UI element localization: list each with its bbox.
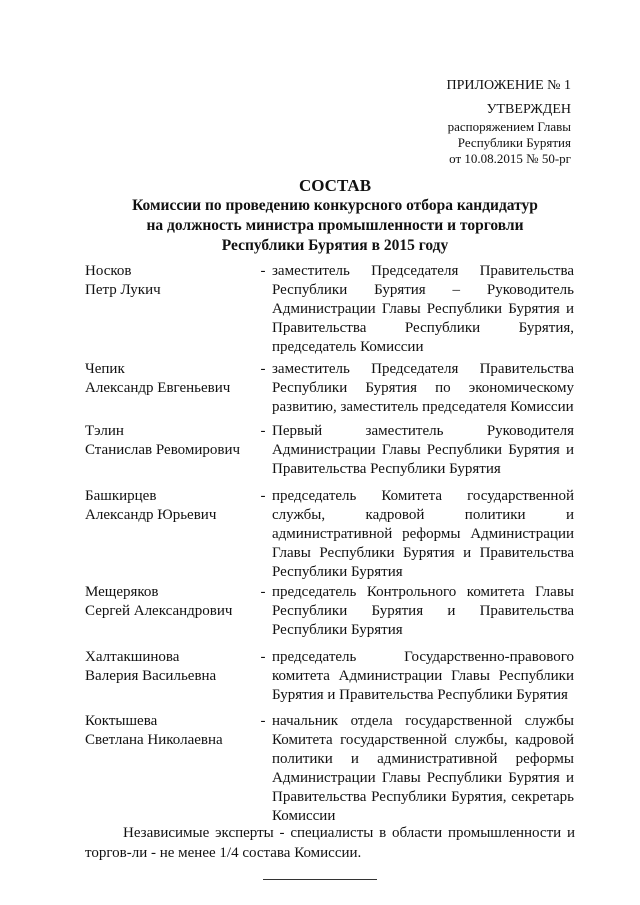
member-separator: - bbox=[260, 361, 266, 377]
member-surname: Коктышева bbox=[85, 713, 158, 729]
member-given-name: Александр Юрьевич bbox=[85, 507, 217, 523]
member-surname: Тэлин bbox=[85, 423, 124, 439]
approval-line-1: распоряжением Главы bbox=[447, 119, 571, 134]
title-line-3: Республики Бурятия в 2015 году bbox=[221, 237, 449, 254]
member-name bbox=[85, 648, 255, 686]
member-separator: - bbox=[260, 713, 266, 729]
member-given-name: Сергей Александрович bbox=[85, 603, 233, 619]
member-name bbox=[85, 422, 255, 460]
member-role: заместитель Председателя Правительства Республики Бурятия по экономическому развитию, заместитель председателя Комиссии bbox=[272, 361, 574, 415]
member-name bbox=[85, 712, 255, 750]
member-given-name: Светлана Николаевна bbox=[85, 732, 223, 748]
approved-label: УТВЕРЖДЕН bbox=[486, 102, 571, 117]
title-heading: СОСТАВ bbox=[298, 176, 372, 195]
member-surname: Чепик bbox=[85, 361, 125, 377]
member-separator: - bbox=[260, 649, 266, 665]
approval-line-2: Республики Бурятия bbox=[457, 135, 571, 150]
member-surname: Мещеряков bbox=[85, 584, 159, 600]
member-separator: - bbox=[260, 488, 266, 504]
member-role: начальник отдела государственной службы Комитета государственной службы, кадровой политики и административной реформы Администрации Главы Республики Бурятия и Правительства Республики Бурятия, секретарь Комиссии bbox=[272, 713, 574, 824]
member-role: председатель Государственно-правового комитета Администрации Главы Республики Бурятия и Правительства Республики Бурятия bbox=[272, 649, 574, 703]
member-given-name: Валерия Васильевна bbox=[85, 668, 217, 684]
member-name bbox=[85, 487, 255, 525]
appendix-label: ПРИЛОЖЕНИЕ № 1 bbox=[446, 78, 571, 93]
approval-date: от 10.08.2015 № 50-рг bbox=[449, 151, 571, 166]
member-given-name: Петр Лукич bbox=[85, 282, 161, 298]
approval-block bbox=[351, 101, 571, 167]
member-role: Первый заместитель Руководителя Администрации Главы Республики Бурятия и Правительства Республики Бурятия bbox=[272, 423, 574, 477]
member-given-name: Александр Евгеньевич bbox=[85, 380, 231, 396]
member-surname: Носков bbox=[85, 263, 132, 279]
member-given-name: Станислав Ревомирович bbox=[85, 442, 241, 458]
member-separator: - bbox=[260, 423, 266, 439]
member-role: председатель Комитета государственной службы, кадровой политики и административной реформы Администрации Главы Республики Бурятия и Правительства Республики Бурятия bbox=[272, 488, 574, 580]
member-role: заместитель Председателя Правительства Республики Бурятия – Руководитель Администрации Главы Республики Бурятия и Правительства Республики Бурятия, председатель Комиссии bbox=[272, 263, 574, 355]
member-separator: - bbox=[260, 263, 266, 279]
member-name bbox=[85, 360, 255, 398]
document-title bbox=[60, 176, 610, 256]
member-surname: Халтакшинова bbox=[85, 649, 180, 665]
title-line-1: Комиссии по проведению конкурсного отбора кандидатур bbox=[132, 197, 538, 214]
title-line-2: на должность министра промышленности и торговли bbox=[146, 217, 524, 234]
closing-rule bbox=[263, 879, 377, 880]
member-role: председатель Контрольного комитета Главы Республики Бурятия и Правительства Республики Бурятия bbox=[272, 584, 574, 638]
approval-stamp bbox=[331, 0, 571, 170]
member-surname: Башкирцев bbox=[85, 488, 157, 504]
member-name bbox=[85, 583, 255, 621]
experts-paragraph: Независимые эксперты - специалисты в области промышленности и торгов-ли - не менее 1/4 состава Комиссии. bbox=[85, 825, 575, 861]
member-separator: - bbox=[260, 584, 266, 600]
member-name bbox=[85, 262, 255, 300]
